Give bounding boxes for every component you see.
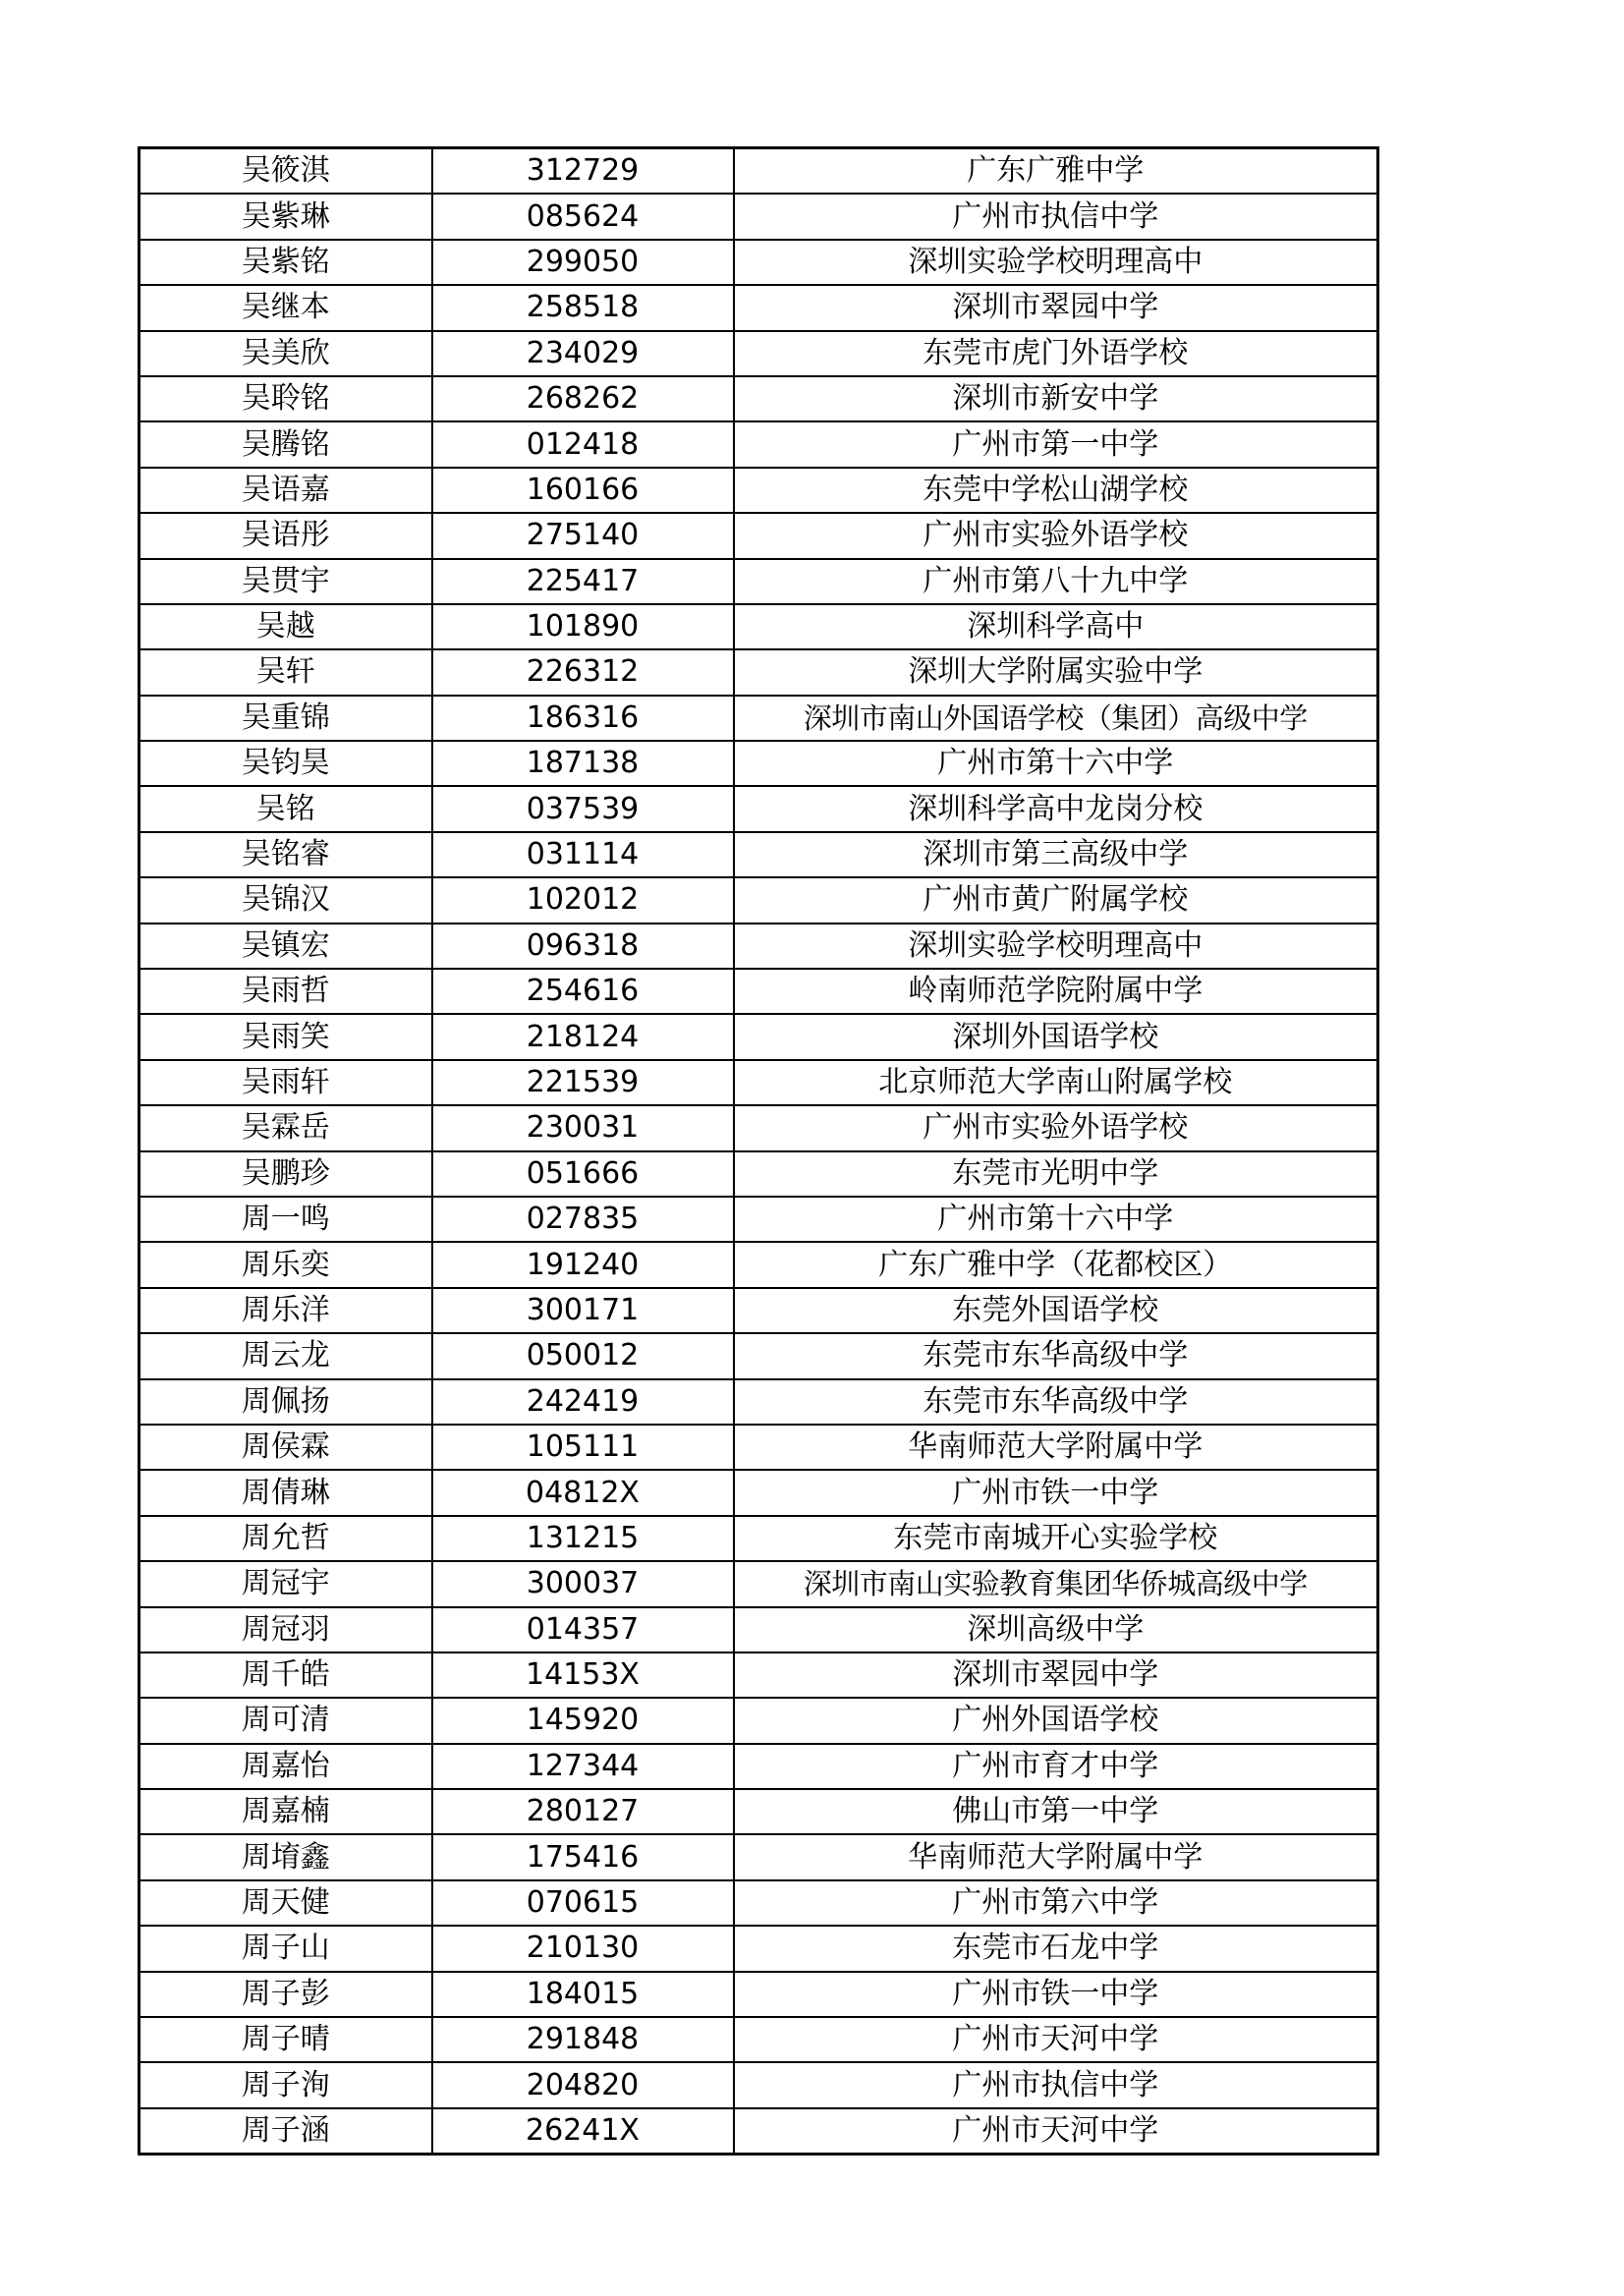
school-name-cell: 深圳市新安中学 [734, 376, 1378, 421]
student-id-cell: 254616 [432, 969, 734, 1014]
student-id-cell: 210130 [432, 1926, 734, 1971]
student-id-cell: 299050 [432, 240, 734, 285]
table-row [140, 741, 1378, 786]
school-name-cell: 深圳市翠园中学 [734, 285, 1378, 330]
student-name-cell: 吴筱淇 [140, 148, 432, 195]
table-row [140, 1242, 1378, 1287]
table-row [140, 1014, 1378, 1059]
table-row [140, 1880, 1378, 1926]
student-name-cell: 周嘉楠 [140, 1789, 432, 1834]
student-id-cell: 312729 [432, 148, 734, 195]
school-name-cell: 东莞市虎门外语学校 [734, 331, 1378, 376]
school-name-cell: 深圳高级中学 [734, 1607, 1378, 1652]
school-name-cell: 广州外国语学校 [734, 1698, 1378, 1743]
student-id-cell: 291848 [432, 2017, 734, 2062]
student-id-cell: 012418 [432, 421, 734, 467]
student-id-cell: 300037 [432, 1561, 734, 1606]
school-name-cell: 深圳实验学校明理高中 [734, 240, 1378, 285]
school-name-cell: 广州市铁一中学 [734, 1470, 1378, 1515]
school-name-cell: 东莞市石龙中学 [734, 1926, 1378, 1971]
student-name-cell: 周一鸣 [140, 1197, 432, 1242]
table-row [140, 1972, 1378, 2017]
student-id-cell: 037539 [432, 786, 734, 831]
table-row [140, 1197, 1378, 1242]
student-name-cell: 周子涵 [140, 2108, 432, 2155]
table-row [140, 786, 1378, 831]
table-row [140, 1789, 1378, 1834]
student-name-cell: 周子山 [140, 1926, 432, 1971]
student-name-cell: 周倩琳 [140, 1470, 432, 1515]
student-id-cell: 131215 [432, 1516, 734, 1561]
student-id-cell: 105111 [432, 1425, 734, 1470]
student-name-cell: 吴锦汉 [140, 877, 432, 923]
table-row [140, 468, 1378, 513]
table-row [140, 285, 1378, 330]
student-id-cell: 031114 [432, 832, 734, 877]
school-name-cell: 广州市铁一中学 [734, 1972, 1378, 2017]
student-name-cell: 吴轩 [140, 649, 432, 695]
table-row [140, 331, 1378, 376]
student-name-cell: 周可清 [140, 1698, 432, 1743]
student-id-cell: 26241X [432, 2108, 734, 2155]
table-row [140, 877, 1378, 923]
student-name-cell: 周千皓 [140, 1652, 432, 1698]
table-row [140, 2108, 1378, 2155]
table-row [140, 1425, 1378, 1470]
table-row [140, 1926, 1378, 1971]
table-row [140, 1561, 1378, 1606]
school-name-cell: 深圳实验学校明理高中 [734, 924, 1378, 969]
student-name-cell: 吴继本 [140, 285, 432, 330]
table-row [140, 649, 1378, 695]
student-name-cell: 周子彭 [140, 1972, 432, 2017]
table-row [140, 1379, 1378, 1425]
student-id-cell: 145920 [432, 1698, 734, 1743]
school-name-cell: 广州市执信中学 [734, 2062, 1378, 2107]
student-name-cell: 吴雨笑 [140, 1014, 432, 1059]
table-row [140, 1516, 1378, 1561]
school-name-cell: 广州市执信中学 [734, 194, 1378, 239]
student-name-cell: 周堉鑫 [140, 1834, 432, 1879]
school-name-cell: 华南师范大学附属中学 [734, 1425, 1378, 1470]
table-row [140, 1060, 1378, 1105]
student-name-cell: 周乐洋 [140, 1288, 432, 1333]
school-name-cell: 深圳市翠园中学 [734, 1652, 1378, 1698]
student-name-cell: 周嘉怡 [140, 1744, 432, 1789]
school-name-cell: 东莞市南城开心实验学校 [734, 1516, 1378, 1561]
school-name-cell: 广州市天河中学 [734, 2017, 1378, 2062]
student-id-cell: 300171 [432, 1288, 734, 1333]
table-row [140, 2017, 1378, 2062]
student-name-cell: 吴霖岳 [140, 1105, 432, 1150]
school-name-cell: 广州市第十六中学 [734, 1197, 1378, 1242]
student-id-cell: 186316 [432, 696, 734, 741]
student-id-cell: 027835 [432, 1197, 734, 1242]
table-row [140, 1652, 1378, 1698]
student-id-cell: 221539 [432, 1060, 734, 1105]
student-id-cell: 050012 [432, 1333, 734, 1378]
table-row [140, 1151, 1378, 1197]
school-name-cell: 深圳市南山外国语学校（集团）高级中学 [734, 696, 1378, 741]
table-row [140, 1470, 1378, 1515]
student-name-cell: 吴越 [140, 604, 432, 649]
school-name-cell: 广州市实验外语学校 [734, 1105, 1378, 1150]
table-row [140, 376, 1378, 421]
student-name-cell: 吴语嘉 [140, 468, 432, 513]
school-name-cell: 北京师范大学南山附属学校 [734, 1060, 1378, 1105]
table-row [140, 1105, 1378, 1150]
table-row [140, 604, 1378, 649]
student-name-cell: 吴紫琳 [140, 194, 432, 239]
table-row [140, 696, 1378, 741]
table-row [140, 194, 1378, 239]
student-id-cell: 204820 [432, 2062, 734, 2107]
table-row [140, 148, 1378, 195]
student-id-cell: 218124 [432, 1014, 734, 1059]
student-id-cell: 14153X [432, 1652, 734, 1698]
table-row [140, 240, 1378, 285]
school-name-cell: 深圳市第三高级中学 [734, 832, 1378, 877]
table-row [140, 1288, 1378, 1333]
student-id-cell: 085624 [432, 194, 734, 239]
student-id-cell: 04812X [432, 1470, 734, 1515]
school-name-cell: 广州市天河中学 [734, 2108, 1378, 2155]
student-id-cell: 101890 [432, 604, 734, 649]
student-name-cell: 周云龙 [140, 1333, 432, 1378]
roster-table-body [140, 148, 1378, 2155]
table-row [140, 1333, 1378, 1378]
school-name-cell: 佛山市第一中学 [734, 1789, 1378, 1834]
school-name-cell: 广州市第十六中学 [734, 741, 1378, 786]
school-name-cell: 东莞市光明中学 [734, 1151, 1378, 1197]
student-name-cell: 吴贯宇 [140, 559, 432, 604]
school-name-cell: 广州市黄广附属学校 [734, 877, 1378, 923]
student-id-cell: 242419 [432, 1379, 734, 1425]
school-name-cell: 广东广雅中学（花都校区） [734, 1242, 1378, 1287]
school-name-cell: 岭南师范学院附属中学 [734, 969, 1378, 1014]
student-name-cell: 周天健 [140, 1880, 432, 1926]
student-id-cell: 051666 [432, 1151, 734, 1197]
student-name-cell: 周佩扬 [140, 1379, 432, 1425]
student-id-cell: 102012 [432, 877, 734, 923]
student-name-cell: 周冠羽 [140, 1607, 432, 1652]
student-name-cell: 吴聆铭 [140, 376, 432, 421]
student-name-cell: 吴铭 [140, 786, 432, 831]
student-name-cell: 周允哲 [140, 1516, 432, 1561]
school-name-cell: 东莞市东华高级中学 [734, 1333, 1378, 1378]
school-name-cell: 东莞中学松山湖学校 [734, 468, 1378, 513]
table-row [140, 421, 1378, 467]
table-row [140, 2062, 1378, 2107]
student-id-cell: 230031 [432, 1105, 734, 1150]
student-id-cell: 234029 [432, 331, 734, 376]
table-row [140, 1744, 1378, 1789]
student-id-cell: 225417 [432, 559, 734, 604]
student-name-cell: 吴腾铭 [140, 421, 432, 467]
student-name-cell: 吴镇宏 [140, 924, 432, 969]
school-name-cell: 广东广雅中学 [734, 148, 1378, 195]
table-row [140, 1607, 1378, 1652]
roster-sheet [138, 146, 1376, 2156]
table-row [140, 1834, 1378, 1879]
student-id-cell: 175416 [432, 1834, 734, 1879]
school-name-cell: 广州市育才中学 [734, 1744, 1378, 1789]
student-name-cell: 吴雨轩 [140, 1060, 432, 1105]
school-name-cell: 广州市第六中学 [734, 1880, 1378, 1926]
student-id-cell: 070615 [432, 1880, 734, 1926]
table-row [140, 924, 1378, 969]
school-name-cell: 华南师范大学附属中学 [734, 1834, 1378, 1879]
student-name-cell: 周冠宇 [140, 1561, 432, 1606]
school-name-cell: 广州市第八十九中学 [734, 559, 1378, 604]
table-row [140, 1698, 1378, 1743]
school-name-cell: 深圳大学附属实验中学 [734, 649, 1378, 695]
school-name-cell: 深圳科学高中龙岗分校 [734, 786, 1378, 831]
school-name-cell: 深圳科学高中 [734, 604, 1378, 649]
student-name-cell: 吴美欣 [140, 331, 432, 376]
student-name-cell: 周子洵 [140, 2062, 432, 2107]
student-id-cell: 258518 [432, 285, 734, 330]
student-id-cell: 275140 [432, 513, 734, 558]
table-row [140, 969, 1378, 1014]
school-name-cell: 广州市实验外语学校 [734, 513, 1378, 558]
student-id-cell: 160166 [432, 468, 734, 513]
student-name-cell: 吴语彤 [140, 513, 432, 558]
student-id-cell: 226312 [432, 649, 734, 695]
student-name-cell: 吴铭睿 [140, 832, 432, 877]
student-id-cell: 184015 [432, 1972, 734, 2017]
table-row [140, 832, 1378, 877]
student-id-cell: 191240 [432, 1242, 734, 1287]
student-name-cell: 吴雨哲 [140, 969, 432, 1014]
student-name-cell: 周侯霖 [140, 1425, 432, 1470]
school-name-cell: 东莞市东华高级中学 [734, 1379, 1378, 1425]
student-id-cell: 096318 [432, 924, 734, 969]
roster-table [138, 146, 1379, 2156]
student-name-cell: 周子晴 [140, 2017, 432, 2062]
school-name-cell: 深圳外国语学校 [734, 1014, 1378, 1059]
student-id-cell: 187138 [432, 741, 734, 786]
student-id-cell: 014357 [432, 1607, 734, 1652]
student-name-cell: 吴紫铭 [140, 240, 432, 285]
student-name-cell: 吴重锦 [140, 696, 432, 741]
student-name-cell: 吴钧昊 [140, 741, 432, 786]
student-id-cell: 268262 [432, 376, 734, 421]
student-id-cell: 280127 [432, 1789, 734, 1834]
table-row [140, 513, 1378, 558]
student-name-cell: 吴鹏珍 [140, 1151, 432, 1197]
student-name-cell: 周乐奕 [140, 1242, 432, 1287]
school-name-cell: 东莞外国语学校 [734, 1288, 1378, 1333]
school-name-cell: 深圳市南山实验教育集团华侨城高级中学 [734, 1561, 1378, 1606]
school-name-cell: 广州市第一中学 [734, 421, 1378, 467]
student-id-cell: 127344 [432, 1744, 734, 1789]
table-row [140, 559, 1378, 604]
